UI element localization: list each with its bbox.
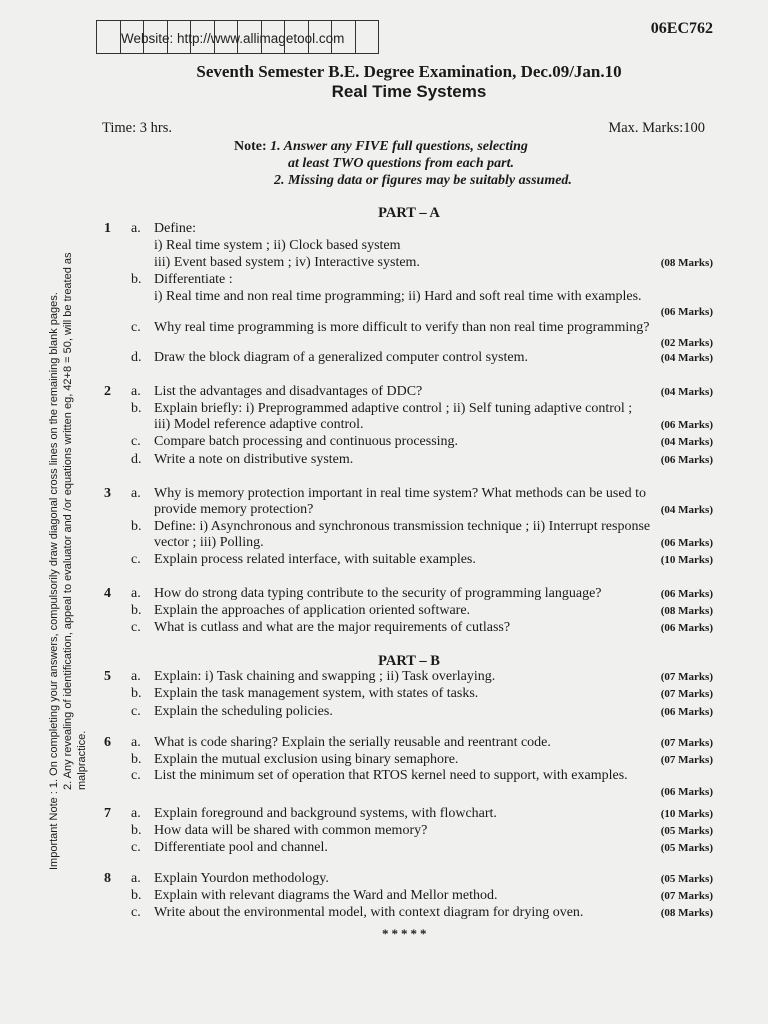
question-text: Write a note on distributive system. [154, 452, 354, 467]
sub-label: b. [131, 686, 142, 701]
end-marker: ***** [382, 926, 430, 941]
marks-label: (07 Marks) [660, 890, 713, 902]
question-text: List the advantages and disadvantages of DDC? [154, 384, 423, 399]
question-text: Draw the block diagram of a generalized computer control system. [154, 350, 528, 365]
question-text: Explain: i) Task chaining and swapping ; ii) Task overlaying. [154, 669, 496, 684]
note-line-3: 2. Missing data or figures may be suitably assumed. [274, 173, 572, 188]
sub-label: c. [131, 320, 141, 335]
question-number: 2 [104, 384, 111, 399]
exam-title: Seventh Semester B.E. Degree Examination, Dec.09/Jan.10 [196, 62, 622, 81]
question-number: 8 [104, 871, 111, 886]
question-text: Write about the environmental model, with context diagram for drying oven. [154, 905, 584, 920]
question-text: How data will be shared with common memory? [154, 823, 428, 838]
part-b-heading: PART – B [378, 653, 440, 669]
sub-label: c. [131, 768, 141, 783]
question-text: What is cutlass and what are the major requirements of cutlass? [154, 620, 511, 635]
sub-label: a. [131, 871, 141, 886]
marks-label: (08 Marks) [660, 605, 713, 617]
marks-label: (05 Marks) [660, 842, 713, 854]
marks-label: (07 Marks) [660, 688, 713, 700]
sub-label: b. [131, 823, 142, 838]
question-text: Compare batch processing and continuous processing. [154, 434, 459, 449]
marks-label: (10 Marks) [660, 808, 713, 820]
sub-label: a. [131, 806, 141, 821]
side-note-line-2: 2. Any revealing of identification, appeal to evaluator and /or equations written eg, 42+8 = 50, will be treated as malpractice. [62, 252, 88, 790]
question-text: What is code sharing? Explain the serially reusable and reentrant code. [154, 735, 551, 750]
sub-label: b. [131, 888, 142, 903]
sub-label: c. [131, 905, 141, 920]
question-text: Explain foreground and background systems, with flowchart. [154, 806, 497, 821]
marks-label: (06 Marks) [660, 786, 713, 798]
marks-label: (04 Marks) [660, 436, 713, 448]
question-number: 1 [104, 221, 111, 236]
question-text: Define: [154, 221, 196, 236]
side-note-line-1: Important Note : 1. On completing your answers, compulsorily draw diagonal cross lines on the remaining blank pages. [48, 292, 60, 870]
sub-label: c. [131, 704, 141, 719]
question-text: iii) Model reference adaptive control. [154, 417, 364, 432]
question-text: iii) Event based system ; iv) Interactive system. [154, 255, 420, 270]
sub-label: a. [131, 586, 141, 601]
sub-label: c. [131, 840, 141, 855]
sub-label: a. [131, 221, 141, 236]
part-a-heading: PART – A [378, 205, 440, 221]
sub-label: d. [131, 350, 142, 365]
question-number: 6 [104, 735, 111, 750]
subject-title: Real Time Systems [331, 82, 487, 101]
question-text: i) Real time and non real time programming; ii) Hard and soft real time with examples. [154, 289, 642, 304]
question-number: 7 [104, 806, 111, 821]
marks-label: (05 Marks) [660, 825, 713, 837]
question-text: Explain briefly: i) Preprogrammed adaptive control ; ii) Self tuning adaptive control ; [154, 401, 633, 416]
question-text: Why is memory protection important in real time system? What methods can be used to [154, 486, 646, 501]
note-label: Note: [234, 139, 267, 154]
question-text: Why real time programming is more difficult to verify than non real time programming? [154, 320, 650, 335]
question-number: 3 [104, 486, 111, 501]
marks-label: (06 Marks) [660, 537, 713, 549]
marks-label: (06 Marks) [660, 419, 713, 431]
sub-label: d. [131, 452, 142, 467]
marks-label: (04 Marks) [660, 352, 713, 364]
question-text: Explain the task management system, with states of tasks. [154, 686, 479, 701]
max-marks: Max. Marks:100 [608, 120, 705, 136]
question-text: provide memory protection? [154, 502, 314, 517]
sub-label: b. [131, 519, 142, 534]
question-text: Explain the mutual exclusion using binary semaphore. [154, 752, 459, 767]
sub-label: b. [131, 603, 142, 618]
question-text: vector ; iii) Polling. [154, 535, 264, 550]
sub-label: b. [131, 752, 142, 767]
note-line-2: at least TWO questions from each part. [288, 156, 514, 171]
important-note-sidebar [47, 210, 89, 870]
sub-label: c. [131, 620, 141, 635]
question-text: Explain the approaches of application oriented software. [154, 603, 471, 618]
marks-label: (10 Marks) [660, 554, 713, 566]
marks-label: (06 Marks) [660, 622, 713, 634]
marks-label: (08 Marks) [660, 257, 713, 269]
sub-label: c. [131, 552, 141, 567]
marks-label: (08 Marks) [660, 907, 713, 919]
question-text: Define: i) Asynchronous and synchronous transmission technique ; ii) Interrupt response [154, 519, 651, 534]
sub-label: a. [131, 669, 141, 684]
marks-label: (07 Marks) [660, 737, 713, 749]
sub-label: b. [131, 401, 142, 416]
instructions-note [234, 138, 572, 189]
marks-label: (06 Marks) [660, 706, 713, 718]
question-text: Explain the scheduling policies. [154, 704, 333, 719]
marks-label: (02 Marks) [660, 337, 713, 349]
marks-label: (04 Marks) [660, 386, 713, 398]
question-text: Explain process related interface, with suitable examples. [154, 552, 476, 567]
sub-label: a. [131, 735, 141, 750]
question-number: 4 [104, 586, 111, 601]
note-line-1: 1. Answer any FIVE full questions, selecting [270, 139, 528, 154]
marks-label: (07 Marks) [660, 754, 713, 766]
question-text: Explain Yourdon methodology. [154, 871, 329, 886]
question-text: How do strong data typing contribute to the security of programming language? [154, 586, 602, 601]
subject-code: 06EC762 [650, 20, 713, 37]
marks-label: (06 Marks) [660, 306, 713, 318]
sub-label: b. [131, 272, 142, 287]
question-text: Explain with relevant diagrams the Ward and Mellor method. [154, 888, 498, 903]
question-text: Differentiate : [154, 272, 233, 287]
question-text: i) Real time system ; ii) Clock based system [154, 238, 401, 253]
website-watermark[interactable]: Website: http://www.allimagetool.com [121, 31, 345, 46]
sub-label: a. [131, 384, 141, 399]
exam-time: Time: 3 hrs. [102, 120, 172, 136]
marks-label: (06 Marks) [660, 454, 713, 466]
sub-label: c. [131, 434, 141, 449]
question-number: 5 [104, 669, 111, 684]
marks-label: (05 Marks) [660, 873, 713, 885]
marks-label: (07 Marks) [660, 671, 713, 683]
marks-label: (04 Marks) [660, 504, 713, 516]
question-text: List the minimum set of operation that RTOS kernel need to support, with examples. [154, 768, 628, 783]
question-text: Differentiate pool and channel. [154, 840, 328, 855]
sub-label: a. [131, 486, 141, 501]
marks-label: (06 Marks) [660, 588, 713, 600]
